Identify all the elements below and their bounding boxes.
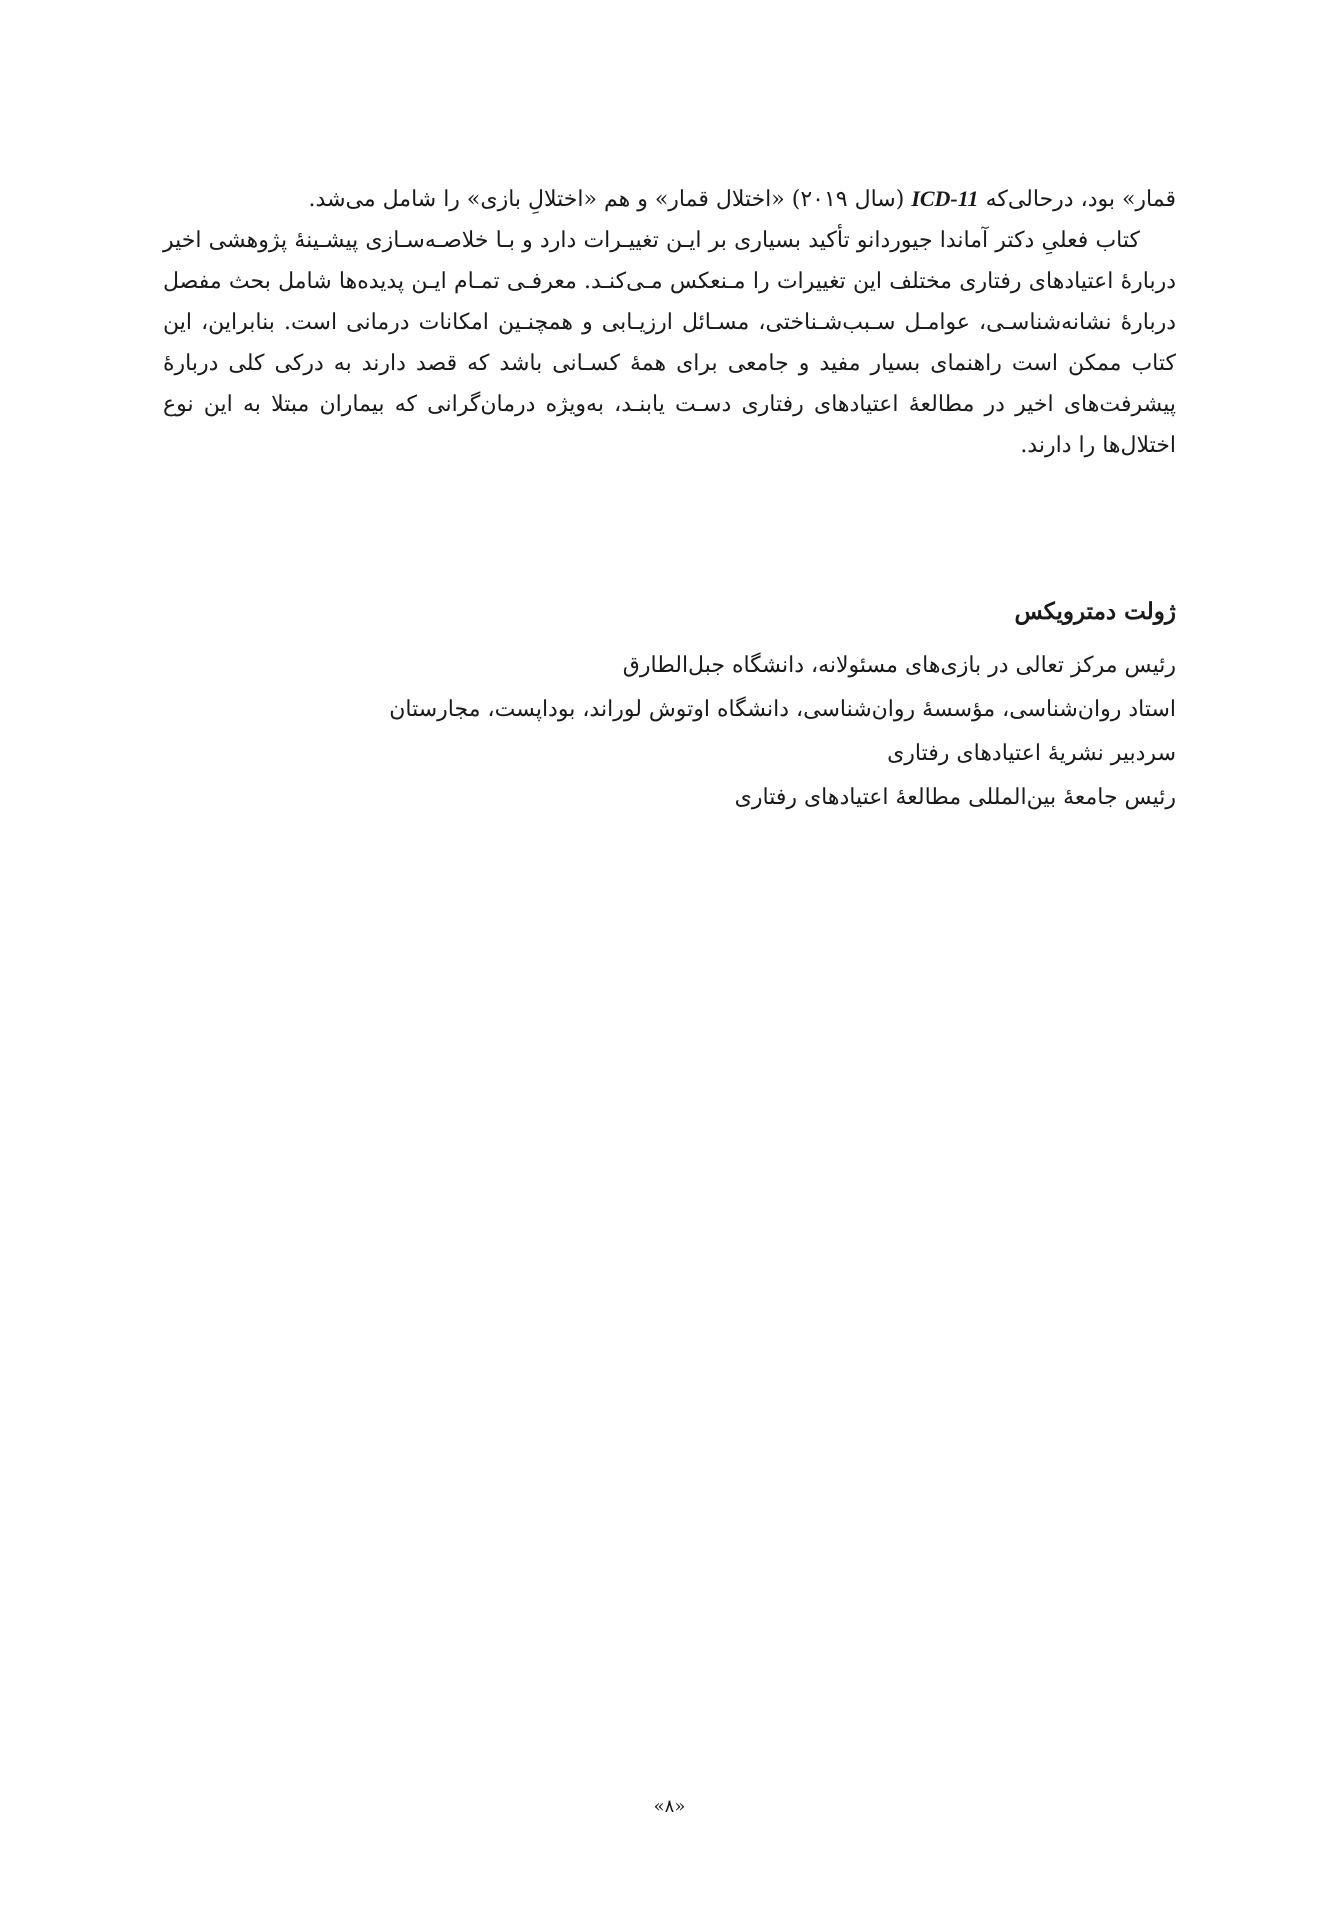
- page-number: «۸»: [653, 1796, 686, 1817]
- body-text: [163, 178, 1176, 466]
- author-title-line: سردبیر نشریهٔ اعتیادهای رفتاری: [887, 741, 1176, 766]
- icd-11-term: ICD-11: [911, 186, 979, 211]
- paragraph-continuation-end: (سال ۲۰۱۹) «اختلال قمار» و هم «اختلالِ بازی» را شامل می‌شد.: [308, 187, 905, 212]
- paragraph-continuation-start: قمار» بود، درحالی‌که: [985, 187, 1176, 212]
- author-title-line: استاد روان‌شناسی، مؤسسهٔ روان‌شناسی، دانشگاه اوتوش لوراند، بوداپست، مجارستان: [389, 697, 1176, 722]
- signature-block: [163, 590, 1176, 820]
- paragraph-main: کتاب فعلیِ دکتر آماندا جیوردانو تأکید بسیاری بر ایـن تغییـرات دارد و بـا خلاصـه‌سـازی پیشـینهٔ پژوهشی اخیر دربارهٔ اعتیادهای رفتاری مختلف این تغییرات را مـنعکس مـی‌کنـد. معرفـی تمـام ایـن پدیده‌ها شامل بحث مفصل دربارهٔ نشانه‌شناسـی، عوامـل سـبب‌شـناختی، مسـائل ارزیـابی و همچنـین امکانات درمانی است. بنابراین، این کتاب ممکن است راهنمای بسیار مفید و جامعی برای همهٔ کسـانی باشد که قصد دارند به درکی کلی دربارهٔ پیشرفت‌های اخیر در مطالعهٔ اعتیادهای رفتاری دسـت یابنـد، به‌ویژه درمان‌گرانی که بیماران مبتلا به این نوع اختلال‌ها را دارند.: [163, 228, 1176, 458]
- author-title-line: رئیس جامعهٔ بین‌المللی مطالعهٔ اعتیادهای رفتاری: [734, 785, 1176, 810]
- author-name: ژولت دمترویکس: [1014, 598, 1176, 625]
- paragraph-continuation: [163, 178, 1176, 220]
- author-title-line: رئیس مرکز تعالی در بازی‌های مسئولانه، دانشگاه جبل‌الطارق: [622, 653, 1176, 678]
